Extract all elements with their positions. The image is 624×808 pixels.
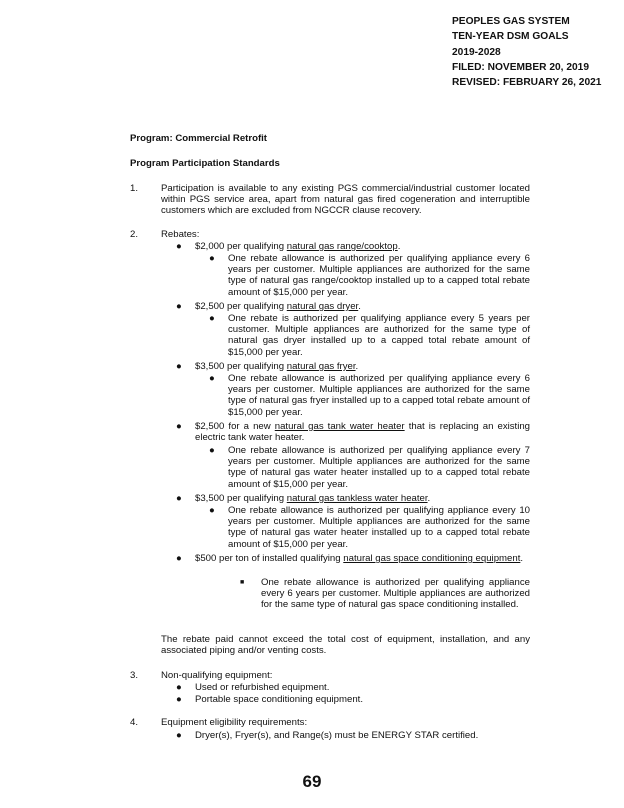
bullet-icon: ●: [209, 505, 215, 516]
program-title: Program: Commercial Retrofit: [130, 133, 268, 144]
section-title: Program Participation Standards: [130, 158, 280, 169]
item-number: 1.: [130, 183, 139, 194]
tankless-water-heater-link[interactable]: natural gas tankless water heater: [286, 493, 428, 504]
header-years: 2019-2028: [452, 46, 501, 58]
page-number: 69: [302, 772, 322, 791]
square-bullet-icon: ■: [240, 579, 245, 586]
bullet-icon: ●: [176, 682, 182, 693]
header-revised-date: REVISED: FEBRUARY 26, 2021: [452, 77, 602, 89]
bullet-icon: ●: [176, 694, 182, 705]
header-goals: TEN-YEAR DSM GOALS: [452, 31, 569, 43]
document-header: [452, 14, 622, 90]
bullet-icon: ●: [209, 253, 215, 264]
dryer-link[interactable]: natural gas dryer: [286, 301, 359, 312]
space-conditioning-link[interactable]: natural gas space conditioning equipment: [343, 553, 521, 564]
bullet-icon: ●: [176, 301, 182, 312]
tank-water-heater-link[interactable]: natural gas tank water heater: [274, 421, 405, 432]
fryer-link[interactable]: natural gas fryer: [286, 361, 356, 372]
item-number: 4.: [130, 717, 139, 728]
rebates-label: Rebates:: [161, 229, 200, 240]
bullet-icon: ●: [176, 493, 182, 504]
bullet-icon: ●: [176, 553, 182, 564]
bullet-icon: ●: [176, 241, 182, 252]
bullet-icon: ●: [209, 313, 215, 324]
bullet-icon: ●: [209, 373, 215, 384]
bullet-icon: ●: [209, 445, 215, 456]
item-number: 2.: [130, 229, 139, 240]
item-number: 3.: [130, 670, 139, 681]
eligibility-label: Equipment eligibility requirements:: [161, 717, 308, 728]
header-filed-date: FILED: NOVEMBER 20, 2019: [452, 61, 590, 73]
non-qualifying-label: Non-qualifying equipment:: [161, 670, 273, 681]
header-company: PEOPLES GAS SYSTEM: [452, 16, 570, 27]
bullet-icon: ●: [176, 421, 182, 432]
participation-text: Participation is available to any existing PGS commercial/industrial customer located within PGS service area, apart from natural gas fired cogeneration and interruptible customers which are excluded from NGCCR clause recovery.: [161, 183, 530, 217]
bullet-icon: ●: [176, 361, 182, 372]
bullet-icon: ●: [176, 730, 182, 741]
rebate-cap-note: The rebate paid cannot exceed the total cost of equipment, installation, and any associated piping and/or venting costs.: [161, 634, 530, 657]
range-cooktop-link[interactable]: natural gas range/cooktop: [286, 241, 398, 252]
